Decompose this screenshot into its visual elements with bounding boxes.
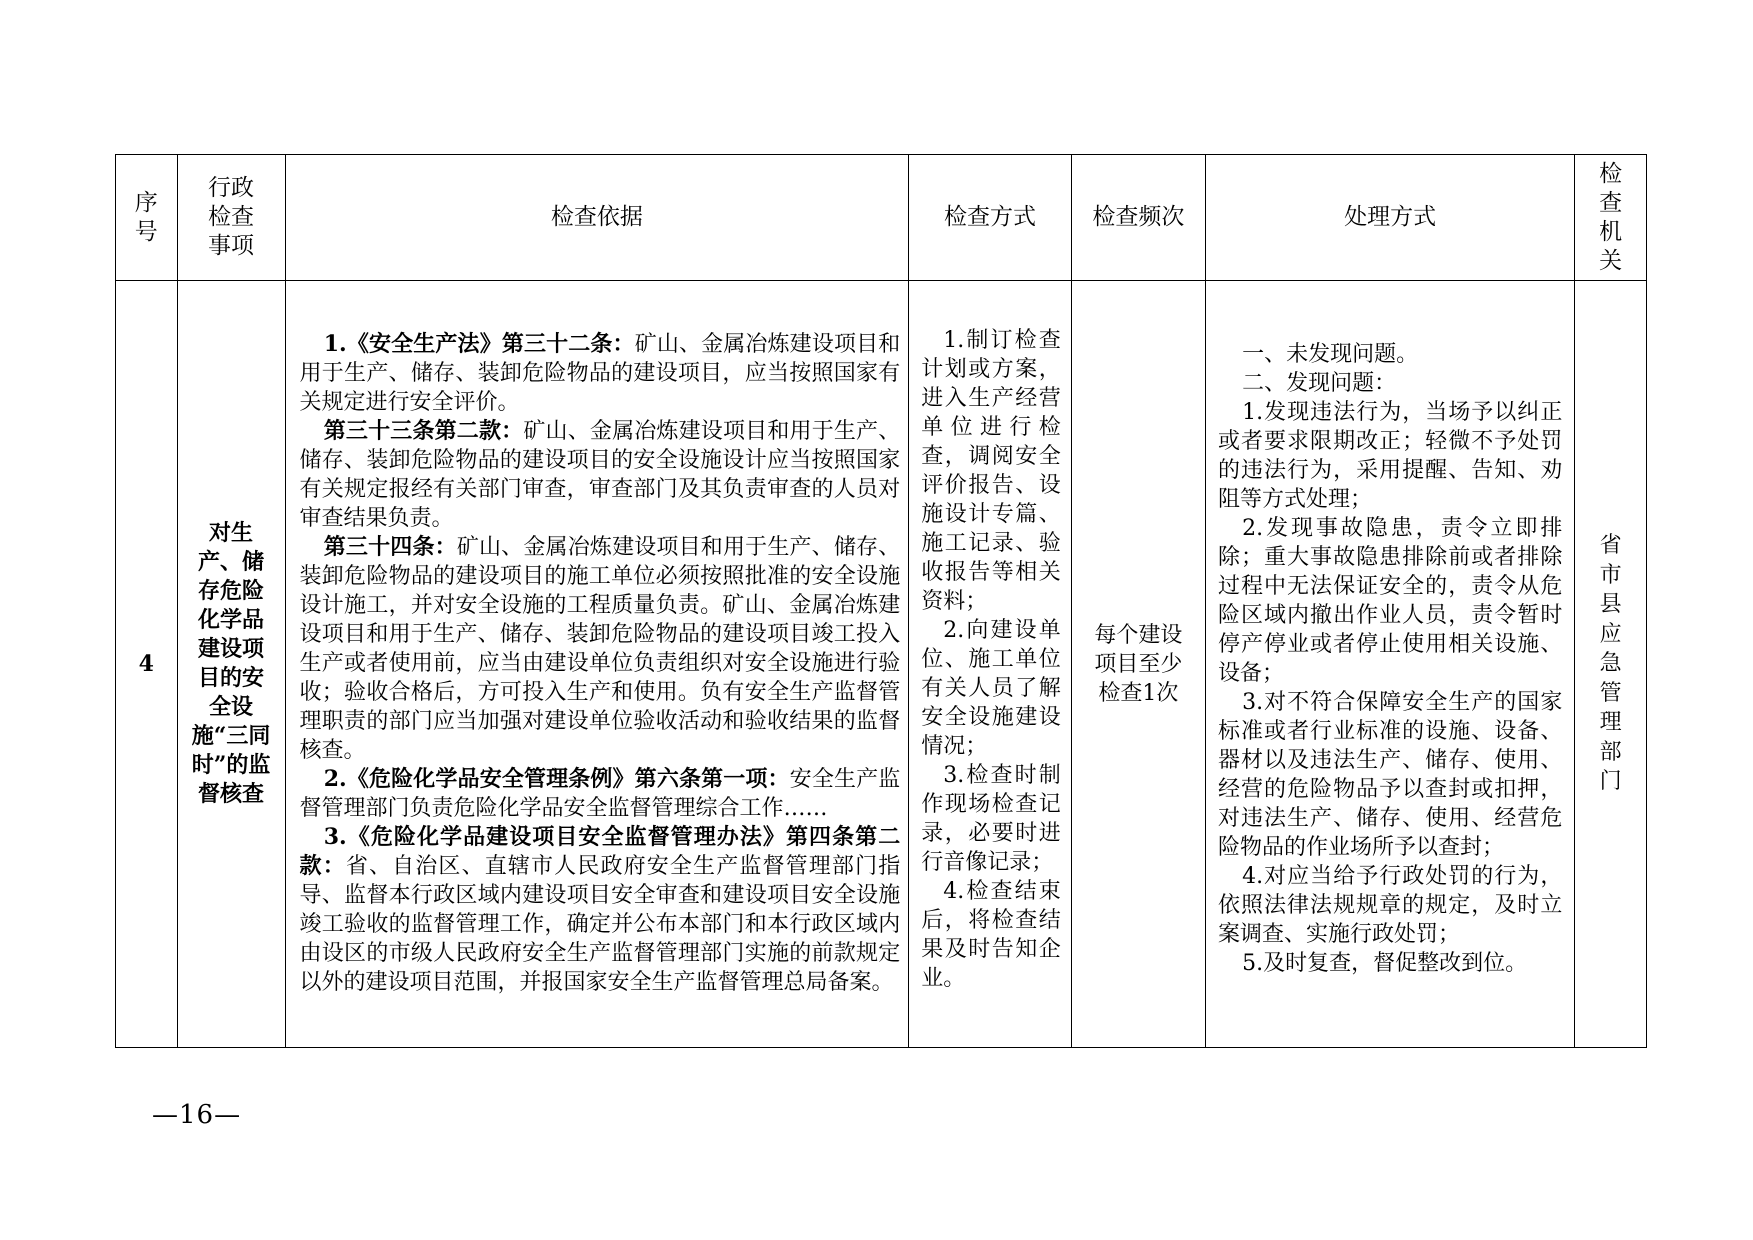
method-step: 3.检查时制作现场检查记录，必要时进行音像记录； <box>921 762 1061 875</box>
row-frequency: 每个建设项目至少检查1次 <box>1071 281 1205 1048</box>
handling-line: 4.对应当给予行政处罚的行为，依照法律法规规章的规定，及时立案调查、实施行政处罚； <box>1217 864 1563 947</box>
row-seq: 4 <box>116 281 178 1048</box>
row-item: 对生产、储存危险化学品建设项目的安全设施“三同时”的监督核查 <box>177 281 285 1048</box>
method-step: 1.制订检查计划或方案，进入生产经营单位进行检查，调阅安全评价报告、设施设计专篇、施工记录、验收报告等相关资料； <box>921 327 1061 614</box>
header-basis: 检查依据 <box>285 155 909 281</box>
handling-line: 二、发现问题： <box>1242 371 1397 396</box>
handling-line: 3.对不符合保障安全生产的国家标准或者行业标准的设施、设备、器材以及违法生产、储存、使用、经营的危险物品予以查封或扣押，对违法生产、储存、使用、经营危险物品的作业场所予以查封； <box>1217 690 1563 860</box>
header-method: 检查方式 <box>909 155 1071 281</box>
inspection-table <box>115 154 1647 1048</box>
basis-paragraph: 3.《危险化学品建设项目安全监督管理办法》第四条第二款：省、自治区、直辖市人民政府安全生产监督管理部门指导、监督本行政区域内建设项目安全审查和建设项目安全设施竣工验收的监督管理工作，确定并公布本部门和本行政区域内由设区的市级人民政府安全生产监督管理部门实施的前款规定以外的建设项目范围，并报国家安全生产监督管理总局备案。 <box>299 823 901 995</box>
row-handling <box>1205 281 1574 1048</box>
header-handling: 处理方式 <box>1205 155 1574 281</box>
handling-line: 一、未发现问题。 <box>1242 342 1419 367</box>
method-step: 4.检查结束后，将检查结果及时告知企业。 <box>921 878 1061 991</box>
handling-line: 5.及时复查，督促整改到位。 <box>1242 951 1528 976</box>
row-basis <box>285 281 909 1048</box>
handling-line: 2.发现事故隐患，责令立即排除；重大事故隐患排除前或者排除过程中无法保证安全的，责令从危险区域内撤出作业人员，责令暂时停产停业或者停止使用相关设施、设备； <box>1217 516 1563 686</box>
basis-paragraph: 1.《安全生产法》第三十二条：矿山、金属冶炼建设项目和用于生产、储存、装卸危险物品的建设项目，应当按照国家有关规定进行安全评价。 <box>299 330 901 415</box>
header-row <box>116 155 1647 281</box>
row-method <box>909 281 1071 1048</box>
header-seq: 序号 <box>116 155 178 281</box>
basis-paragraph: 第三十三条第二款：矿山、金属冶炼建设项目和用于生产、储存、装卸危险物品的建设项目的安全设施设计应当按照国家有关规定报经有关部门审查，审查部门及其负责审查的人员对审查结果负责。 <box>299 417 901 531</box>
method-step: 2.向建设单位、施工单位有关人员了解安全设施建设情况； <box>921 617 1061 759</box>
basis-paragraph: 2.《危险化学品安全管理条例》第六条第一项：安全生产监督管理部门负责危险化学品安全监督管理综合工作…… <box>299 765 901 821</box>
row-agency: 省市县应急管理部门 <box>1575 281 1647 1048</box>
header-item: 行政检查事项 <box>177 155 285 281</box>
handling-line: 1.发现违法行为，当场予以纠正或者要求限期改正；轻微不予处罚的违法行为，采用提醒、告知、劝阻等方式处理； <box>1217 400 1563 512</box>
basis-paragraph: 第三十四条：矿山、金属冶炼建设项目和用于生产、储存、装卸危险物品的建设项目的施工单位必须按照批准的安全设施设计施工，并对安全设施的工程质量负责。矿山、金属冶炼建设项目和用于生产、储存、装卸危险物品的建设项目竣工投入生产或者使用前，应当由建设单位负责组织对安全设施进行验收；验收合格后，方可投入生产和使用。负有安全生产监督管理职责的部门应当加强对建设单位验收活动和验收结果的监督核查。 <box>299 533 901 763</box>
page-number: —16— <box>152 1100 242 1130</box>
header-frequency: 检查频次 <box>1071 155 1205 281</box>
header-agency: 检查机关 <box>1575 155 1647 281</box>
table-row <box>116 281 1647 1048</box>
